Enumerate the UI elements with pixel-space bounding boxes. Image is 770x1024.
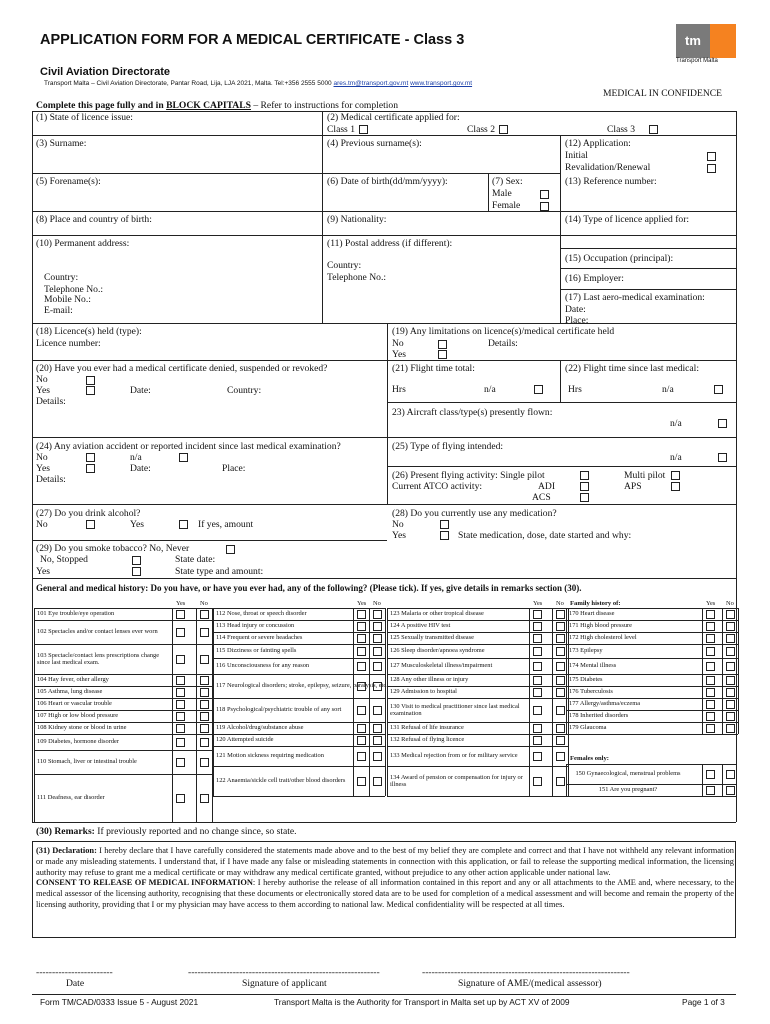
flight-total-na: n/a: [484, 384, 496, 395]
field-29-label: (29) Do you smoke tobacco? No, Never: [36, 543, 190, 554]
history-item: 177 Allergy/asthma/eczema: [569, 700, 641, 708]
history-item: 109 Diabetes, hormone disorder: [37, 738, 119, 746]
footer-page: Page 1 of 3: [682, 997, 725, 1007]
class2-option[interactable]: Class 2: [467, 124, 508, 136]
yes-checkbox[interactable]: [533, 634, 542, 643]
no-checkbox[interactable]: [726, 676, 735, 685]
aircraft-na: n/a: [670, 418, 682, 429]
confidential-label: MEDICAL IN CONFIDENCE: [603, 88, 723, 99]
telephone-label: Telephone No.:: [44, 284, 104, 295]
history-item-female: 150 Gynaecological, menstrual problems: [575, 770, 681, 778]
applicant-sign-line: ------------------------------------------------------------: [188, 967, 380, 978]
acs-checkbox[interactable]: [580, 493, 589, 502]
no-checkbox[interactable]: [373, 647, 382, 656]
no-checkbox[interactable]: [373, 777, 382, 786]
flight-since-na: n/a: [662, 384, 674, 395]
history-item: 174 Mental illness: [569, 662, 617, 670]
directorate: Civil Aviation Directorate: [40, 66, 170, 78]
male-label: Male: [492, 188, 512, 199]
accident-na: n/a: [130, 452, 142, 463]
no-checkbox[interactable]: [200, 655, 209, 664]
multi-pilot-label: Multi pilot: [624, 470, 666, 481]
licence-number-label: Licence number:: [36, 338, 101, 349]
field-8-label: (8) Place and country of birth:: [36, 214, 152, 225]
denied-yes-checkbox[interactable]: [86, 386, 95, 395]
instruction: Complete this page fully and in BLOCK CAPITALS – Refer to instructions for completion: [36, 100, 399, 111]
footer-form-number: Form TM/CAD/0333 Issue 5 - August 2021: [40, 997, 199, 1007]
no-checkbox[interactable]: [726, 770, 735, 779]
yes-checkbox[interactable]: [706, 700, 715, 709]
class1-checkbox[interactable]: [359, 125, 368, 134]
history-item: 106 Heart or vascular trouble: [37, 700, 112, 708]
yes-checkbox[interactable]: [706, 786, 715, 795]
class3-option[interactable]: Class 3: [607, 124, 658, 136]
field-25-label: (25) Type of flying intended:: [392, 441, 504, 452]
col1-yes: Yes: [176, 600, 186, 607]
field-12-label: (12) Application:: [565, 138, 631, 149]
yes-checkbox[interactable]: [357, 736, 366, 745]
history-heading: General and medical history: Do you have, or have you ever had, any of the following? (Please tick). If yes, give details in remarks section (30).: [36, 583, 582, 593]
limitations-no-checkbox[interactable]: [438, 340, 447, 349]
col3-no: No: [556, 600, 564, 607]
yes-checkbox[interactable]: [176, 758, 185, 767]
ame-sign-line: -----------------------------------------------------------------: [422, 967, 630, 978]
history-item: 172 High cholesterol level: [569, 634, 637, 642]
history-item: 123 Malaria or other tropical disease: [390, 610, 484, 618]
medication-yes: Yes: [392, 530, 406, 541]
limitations-yes: Yes: [392, 349, 406, 360]
male-checkbox[interactable]: [540, 190, 549, 199]
history-item: 120 Attempted suicide: [216, 736, 274, 744]
yes-checkbox[interactable]: [176, 610, 185, 619]
yes-checkbox[interactable]: [706, 770, 715, 779]
smoke-yes-checkbox[interactable]: [132, 567, 141, 576]
history-item: 126 Sleep disorder/apnoea syndrome: [390, 647, 485, 655]
females-only-label: Females only:: [570, 755, 610, 762]
yes-checkbox[interactable]: [706, 662, 715, 671]
history-item: 170 Heart disease: [569, 610, 615, 618]
field-5-label: (5) Forename(s):: [36, 176, 101, 187]
field-27-label: (27) Do you drink alcohol?: [36, 508, 141, 519]
yes-checkbox[interactable]: [176, 676, 185, 685]
no-checkbox[interactable]: [200, 628, 209, 637]
female-label: Female: [492, 200, 521, 211]
accident-date-label: Date:: [130, 463, 151, 474]
medication-yes-checkbox[interactable]: [440, 531, 449, 540]
no-checkbox[interactable]: [373, 736, 382, 745]
no-checkbox[interactable]: [556, 724, 565, 733]
no-checkbox[interactable]: [556, 736, 565, 745]
medication-no: No: [392, 519, 404, 530]
aps-label: APS: [624, 481, 642, 492]
yes-checkbox[interactable]: [533, 724, 542, 733]
no-checkbox[interactable]: [556, 676, 565, 685]
no-checkbox[interactable]: [726, 662, 735, 671]
field-21-label: (21) Flight time total:: [392, 363, 475, 374]
limitations-details-label: Details:: [488, 338, 518, 349]
no-checkbox[interactable]: [373, 662, 382, 671]
accident-no: No: [36, 452, 48, 463]
multi-pilot-checkbox[interactable]: [671, 471, 680, 480]
no-checkbox[interactable]: [556, 688, 565, 697]
website-link[interactable]: www.transport.gov.mt: [410, 80, 473, 87]
history-item: 128 Any other illness or injury: [390, 676, 469, 684]
history-item: 118 Psychological/psychiatric trouble of any sort: [216, 706, 342, 714]
history-item: 134 Award of pension or compensation for injury or illness: [390, 773, 523, 788]
no-checkbox[interactable]: [556, 752, 565, 761]
yes-checkbox[interactable]: [357, 724, 366, 733]
history-item: 110 Stomach, liver or intestinal trouble: [37, 758, 137, 766]
initial-label: Initial: [565, 150, 588, 161]
flight-total-hrs: Hrs: [392, 384, 406, 395]
yes-checkbox[interactable]: [357, 777, 366, 786]
yes-checkbox[interactable]: [533, 777, 542, 786]
yes-checkbox[interactable]: [533, 647, 542, 656]
no-checkbox[interactable]: [200, 794, 209, 803]
no-checkbox[interactable]: [373, 622, 382, 631]
history-item: 176 Tuberculosis: [569, 688, 613, 696]
no-checkbox[interactable]: [556, 622, 565, 631]
accident-na-checkbox[interactable]: [179, 453, 188, 462]
adi-checkbox[interactable]: [580, 482, 589, 491]
alcohol-yes-checkbox[interactable]: [179, 520, 188, 529]
history-item: 103 Spectacle/contact lens prescriptions change since last medical exam.: [37, 651, 160, 666]
history-item: 178 Inherited disorders: [569, 712, 629, 720]
declaration-text: (31) Declaration: I hereby declare that I have carefully considered the statements made above and to the best of my belief they are complete and correct and that I have not withheld any relevant information or made any misleading statements. I understand that, if I have made any false or misleading statements in connection with this application, or fail to release the supporting medical information, the licensing authority may refuse to grant me a medical certificate or may withdraw any medical certificate granted, without prejudice to any other action applicable under national law. CONSENT TO RELEASE OF MEDICAL INFORMATION: I hereby authorise the release of all information contained in this report and any or all attachments to the AME and, where necessary, to the medical assessor of the licensing authority, recognising that these documents or electronically stored data are to be used for completion of a medical assessment and will become and remain the property of the licensing authority, providing that I or my physician may have access to them according to national law. Medical confidentiality will be respected at all times.: [36, 846, 734, 909]
field-19-label: (19) Any limitations on licence(s)/medical certificate held: [392, 326, 615, 337]
smoke-date-label: State date:: [175, 554, 216, 565]
field-18-label: (18) Licence(s) held (type):: [36, 326, 142, 337]
accident-yes: Yes: [36, 463, 50, 474]
yes-checkbox[interactable]: [706, 647, 715, 656]
no-checkbox[interactable]: [373, 634, 382, 643]
no-checkbox[interactable]: [726, 634, 735, 643]
yes-checkbox[interactable]: [706, 724, 715, 733]
field-4-label: (4) Previous surname(s):: [327, 138, 422, 149]
adi-label: ADI: [538, 481, 556, 492]
no-checkbox[interactable]: [726, 724, 735, 733]
accident-no-checkbox[interactable]: [86, 453, 95, 462]
no-checkbox[interactable]: [556, 634, 565, 643]
no-checkbox[interactable]: [373, 706, 382, 715]
single-pilot-checkbox[interactable]: [580, 471, 589, 480]
address-line: Transport Malta – Civil Aviation Directorate, Pantar Road, Lija, LJA 2021, Malta. Tel:+356 2555 5000 ares.tm@transport.gov.mt www.transport.gov.mt: [44, 80, 473, 87]
date-sign-line: ------------------------: [36, 967, 113, 978]
denied-yes: Yes: [36, 385, 50, 396]
no-checkbox[interactable]: [556, 647, 565, 656]
yes-checkbox[interactable]: [706, 622, 715, 631]
family-title: Family history of:: [570, 600, 621, 607]
no-checkbox[interactable]: [373, 682, 382, 691]
field-22-label: (22) Flight time since last medical:: [565, 363, 700, 374]
postal-country-label: Country:: [327, 260, 362, 271]
col1-no: No: [200, 600, 208, 607]
female-checkbox[interactable]: [540, 202, 549, 211]
alcohol-no: No: [36, 519, 48, 530]
history-item: 108 Kidney stone or blood in urine: [37, 724, 127, 732]
flight-since-hrs: Hrs: [568, 384, 582, 395]
yes-checkbox[interactable]: [176, 688, 185, 697]
revalidation-label: Revalidation/Renewal: [565, 162, 651, 173]
yes-checkbox[interactable]: [533, 706, 542, 715]
field-6-label: (6) Date of birth(dd/mm/yyyy):: [327, 176, 448, 187]
no-checkbox[interactable]: [373, 752, 382, 761]
form-title: APPLICATION FORM FOR A MEDICAL CERTIFICATE - Class 3: [40, 32, 465, 48]
history-item: 116 Unconsciousness for any reason: [216, 662, 310, 670]
smoke-type-label: State type and amount:: [175, 566, 264, 577]
no-checkbox[interactable]: [726, 688, 735, 697]
limitations-no: No: [392, 338, 404, 349]
no-checkbox[interactable]: [556, 610, 565, 619]
flying-na-checkbox[interactable]: [718, 453, 727, 462]
no-checkbox[interactable]: [200, 676, 209, 685]
field-9-label: (9) Nationality:: [327, 214, 387, 225]
yes-checkbox[interactable]: [533, 688, 542, 697]
transport-malta-logo: tm: [676, 24, 736, 58]
denied-country-label: Country:: [227, 385, 262, 396]
flight-since-na-checkbox[interactable]: [714, 385, 723, 394]
smoke-never-checkbox[interactable]: [226, 545, 235, 554]
col4-yes: Yes: [706, 600, 716, 607]
history-item: 171 High blood pressure: [569, 622, 633, 630]
medication-state-label: State medication, dose, date started and why:: [458, 530, 632, 541]
history-item: 117 Neurological disorders; stroke, epilepsy, seizure, paralysis, etc.: [216, 682, 388, 690]
history-item: 175 Diabetes: [569, 676, 603, 684]
field-1-label: (1) State of licence issue:: [36, 112, 133, 123]
class2-checkbox[interactable]: [499, 125, 508, 134]
no-checkbox[interactable]: [726, 700, 735, 709]
yes-checkbox[interactable]: [533, 622, 542, 631]
history-item: 107 High or low blood pressure: [37, 712, 119, 720]
denied-details-label: Details:: [36, 396, 66, 407]
exam-date-label: Date:: [565, 304, 586, 315]
class3-checkbox[interactable]: [649, 125, 658, 134]
field-2-label: (2) Medical certificate applied for:: [327, 112, 460, 123]
exam-place-label: Place:: [565, 315, 589, 326]
yes-checkbox[interactable]: [176, 794, 185, 803]
yes-checkbox[interactable]: [176, 724, 185, 733]
yes-checkbox[interactable]: [533, 662, 542, 671]
atco-label: Current ATCO activity:: [392, 481, 483, 492]
yes-checkbox[interactable]: [357, 706, 366, 715]
country-label: Country:: [44, 272, 79, 283]
history-item: 124 A positive HIV test: [390, 622, 451, 630]
history-item: 125 Sexually transmitted disease: [390, 634, 474, 642]
initial-checkbox[interactable]: [707, 152, 716, 161]
yes-checkbox[interactable]: [176, 628, 185, 637]
field-23-label: 23) Aircraft class/type(s) presently flown:: [392, 407, 553, 418]
flight-total-na-checkbox[interactable]: [534, 385, 543, 394]
field-20-label: (20) Have you ever had a medical certificate denied, suspended or revoked?: [36, 363, 328, 374]
col3-yes: Yes: [533, 600, 543, 607]
remarks: (30) Remarks: If previously reported and no change since, so state.: [36, 826, 297, 837]
revalidation-checkbox[interactable]: [707, 164, 716, 173]
yes-checkbox[interactable]: [176, 655, 185, 664]
footer-authority: Transport Malta is the Authority for Transport in Malta set up by ACT XV of 2009: [274, 997, 570, 1007]
yes-checkbox[interactable]: [706, 712, 715, 721]
yes-checkbox[interactable]: [706, 610, 715, 619]
yes-checkbox[interactable]: [533, 610, 542, 619]
alcohol-no-checkbox[interactable]: [86, 520, 95, 529]
no-checkbox[interactable]: [556, 706, 565, 715]
no-checkbox[interactable]: [200, 688, 209, 697]
no-checkbox[interactable]: [373, 724, 382, 733]
field-10-label: (10) Permanent address:: [36, 238, 130, 249]
col2-yes: Yes: [357, 600, 367, 607]
history-item: 114 Frequent or severe headaches: [216, 634, 303, 642]
yes-checkbox[interactable]: [706, 676, 715, 685]
no-checkbox[interactable]: [200, 712, 209, 721]
history-item: 105 Asthma, lung disease: [37, 688, 103, 696]
email-label: E-mail:: [44, 305, 73, 316]
yes-checkbox[interactable]: [706, 634, 715, 643]
yes-checkbox[interactable]: [357, 647, 366, 656]
flying-na: n/a: [670, 452, 682, 463]
aps-checkbox[interactable]: [671, 482, 680, 491]
yes-checkbox[interactable]: [176, 712, 185, 721]
field-26-label: (26) Present flying activity: Single pilot: [392, 470, 545, 481]
mobile-label: Mobile No.:: [44, 294, 91, 305]
yes-checkbox[interactable]: [357, 622, 366, 631]
email-link[interactable]: ares.tm@transport.gov.mt: [333, 80, 409, 87]
yes-checkbox[interactable]: [706, 688, 715, 697]
smoke-stopped-checkbox[interactable]: [132, 556, 141, 565]
no-checkbox[interactable]: [726, 647, 735, 656]
history-item: 129 Admission to hospital: [390, 688, 457, 696]
denied-no: No: [36, 374, 48, 385]
no-checkbox[interactable]: [726, 622, 735, 631]
history-item: 113 Head injury or concussion: [216, 622, 295, 630]
logo-caption: Transport Malta: [676, 58, 718, 64]
medication-no-checkbox[interactable]: [440, 520, 449, 529]
postal-telephone-label: Telephone No.:: [327, 272, 387, 283]
yes-checkbox[interactable]: [533, 752, 542, 761]
no-checkbox[interactable]: [726, 712, 735, 721]
history-item: 127 Musculoskeletal illness/impairment: [390, 662, 493, 670]
date-sign-label: Date: [66, 978, 85, 989]
no-checkbox[interactable]: [726, 610, 735, 619]
yes-checkbox[interactable]: [533, 676, 542, 685]
yes-checkbox[interactable]: [176, 738, 185, 747]
no-checkbox[interactable]: [200, 758, 209, 767]
ame-sign-label: Signature of AME/(medical assessor): [458, 978, 602, 989]
history-item: 101 Eye trouble/eye operation: [37, 610, 115, 618]
no-checkbox[interactable]: [200, 724, 209, 733]
alcohol-yes: Yes: [130, 519, 144, 530]
history-item: 104 Hay fever, other allergy: [37, 676, 109, 684]
history-item: 173 Epilepsy: [569, 647, 603, 655]
field-24-label: (24) Any aviation accident or reported incident since last medical examination?: [36, 441, 341, 452]
col4-no: No: [726, 600, 734, 607]
no-checkbox[interactable]: [200, 610, 209, 619]
yes-checkbox[interactable]: [357, 752, 366, 761]
yes-checkbox[interactable]: [357, 662, 366, 671]
accident-yes-checkbox[interactable]: [86, 464, 95, 473]
no-checkbox[interactable]: [373, 610, 382, 619]
smoke-stopped-label: No, Stopped: [40, 554, 88, 565]
history-item: 121 Motion sickness requiring medication: [216, 752, 324, 760]
history-item-female: 151 Are you pregnant?: [598, 786, 658, 794]
accident-place-label: Place:: [222, 463, 246, 474]
history-item: 111 Deafness, ear disorder: [37, 794, 105, 802]
field-7-label: (7) Sex:: [492, 176, 523, 187]
alcohol-amount-label: If yes, amount: [198, 519, 254, 530]
yes-checkbox[interactable]: [357, 682, 366, 691]
history-item: 132 Refusal of flying licence: [390, 736, 465, 744]
smoke-yes-label: Yes: [36, 566, 50, 577]
accident-details-label: Details:: [36, 474, 66, 485]
yes-checkbox[interactable]: [176, 700, 185, 709]
history-item: 122 Anaemia/sickle cell trait/other blood disorders: [216, 777, 346, 785]
yes-checkbox[interactable]: [357, 634, 366, 643]
applicant-sign-label: Signature of applicant: [242, 978, 327, 989]
acs-label: ACS: [532, 492, 551, 503]
field-15-label: (15) Occupation (principal):: [565, 253, 674, 264]
field-16-label: (16) Employer:: [565, 273, 624, 284]
denied-date-label: Date:: [130, 385, 151, 396]
col2-no: No: [373, 600, 381, 607]
limitations-yes-checkbox[interactable]: [438, 350, 447, 359]
history-item: 133 Medical rejection from or for military service: [390, 752, 518, 760]
no-checkbox[interactable]: [556, 662, 565, 671]
history-item: 131 Refusal of life insurance: [390, 724, 464, 732]
class1-option[interactable]: Class 1: [327, 124, 368, 136]
history-item: 119 Alcohol/drug/substance abuse: [216, 724, 304, 732]
history-item: 102 Spectacles and/or contact lenses ever worn: [37, 628, 158, 636]
field-28-label: (28) Do you currently use any medication?: [392, 508, 557, 519]
field-3-label: (3) Surname:: [36, 138, 87, 149]
no-checkbox[interactable]: [726, 786, 735, 795]
field-13-label: (13) Reference number:: [565, 176, 657, 187]
history-item: 115 Dizziness or fainting spells: [216, 647, 297, 655]
history-item: 179 Glaucoma: [569, 724, 607, 732]
field-17-label: (17) Last aero-medical examination:: [565, 292, 705, 303]
yes-checkbox[interactable]: [533, 736, 542, 745]
no-checkbox[interactable]: [556, 777, 565, 786]
field-11-label: (11) Postal address (if different):: [327, 238, 453, 249]
no-checkbox[interactable]: [200, 738, 209, 747]
field-14-label: (14) Type of licence applied for:: [565, 214, 690, 225]
history-item: 112 Nose, throat or speech disorder: [216, 610, 307, 618]
history-item: 130 Visit to medical practitioner since last medical examination: [390, 702, 520, 717]
no-checkbox[interactable]: [200, 700, 209, 709]
aircraft-na-checkbox[interactable]: [718, 419, 727, 428]
denied-no-checkbox[interactable]: [86, 376, 95, 385]
yes-checkbox[interactable]: [357, 610, 366, 619]
